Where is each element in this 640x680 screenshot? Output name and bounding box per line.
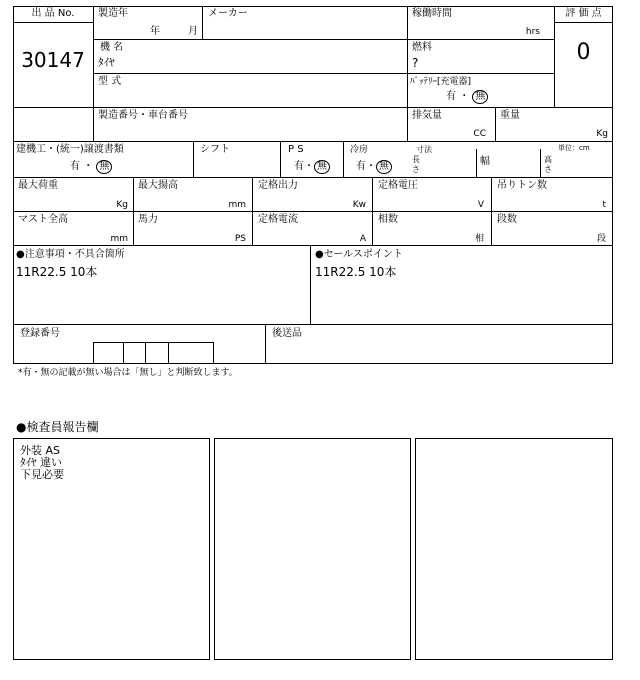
inspector-line-3: 下見必要 bbox=[20, 468, 64, 481]
notes-label: ●注意事項・不具合箇所 bbox=[16, 249, 125, 260]
displacement-unit: CC bbox=[473, 129, 486, 139]
inspector-title: ●検査員報告欄 bbox=[16, 420, 99, 434]
max-load-label: 最大荷重 bbox=[18, 180, 58, 191]
ps-dot: ・ bbox=[304, 161, 314, 172]
year-nen: 年 bbox=[150, 26, 160, 37]
rated-output-unit: Kw bbox=[352, 200, 366, 210]
displacement-label: 排気量 bbox=[412, 110, 442, 121]
sales-points-value: 11R22.5 10本 bbox=[315, 265, 397, 279]
ps-yes: 有 bbox=[294, 161, 304, 172]
transfer-doc-label: 建機工・(統一)譲渡書類 bbox=[16, 144, 124, 155]
transfer-doc-no-circled: 無 bbox=[96, 160, 112, 174]
registration-label: 登録番号 bbox=[20, 328, 60, 339]
rating-value: 0 bbox=[576, 40, 591, 65]
stages-unit: 段 bbox=[596, 234, 606, 244]
stages-label: 段数 bbox=[497, 214, 517, 225]
cooling-no-circled: 無 bbox=[376, 160, 392, 174]
rated-voltage-label: 定格電圧 bbox=[378, 180, 418, 191]
maker-label: メーカー bbox=[208, 8, 248, 19]
hours-unit: hrs bbox=[525, 27, 540, 37]
shift-label: シフト bbox=[200, 144, 230, 155]
dimensions-label: 寸法 bbox=[416, 145, 432, 154]
ps-no-circled: 無 bbox=[314, 160, 330, 174]
battery-label: ﾊﾞｯﾃﾘｰ[充電器] bbox=[410, 77, 472, 87]
rated-current-label: 定格電流 bbox=[258, 214, 298, 225]
battery-choice bbox=[446, 90, 488, 104]
phase-unit: 相 bbox=[474, 234, 484, 244]
dimensions-height: 高 さ bbox=[544, 155, 552, 174]
transfer-doc-dot: ・ bbox=[83, 161, 94, 172]
item-no-label: 出 品 No. bbox=[31, 8, 75, 19]
fuel-label: 燃料 bbox=[412, 42, 432, 53]
inspector-line-1: 外装 AS bbox=[20, 444, 61, 457]
rated-voltage-unit: V bbox=[477, 200, 484, 210]
inspector-line-2: ﾀｲﾔ 違い bbox=[20, 456, 62, 469]
cooling-choice bbox=[356, 160, 392, 174]
max-lift-unit: mm bbox=[228, 200, 246, 210]
crane-tons-unit: t bbox=[602, 200, 606, 210]
weight-unit: Kg bbox=[596, 129, 608, 139]
transfer-doc-yes: 有 bbox=[70, 161, 80, 172]
horsepower-unit: PS bbox=[234, 234, 246, 244]
dimensions-width: 幅 bbox=[480, 156, 490, 167]
mast-height-unit: mm bbox=[110, 234, 128, 244]
sales-points-label: ●セールスポイント bbox=[315, 249, 403, 260]
ps-choice bbox=[294, 160, 330, 174]
type-label: 型 式 bbox=[98, 76, 122, 87]
cooling-yes: 有 bbox=[356, 161, 366, 172]
weight-label: 重量 bbox=[500, 110, 520, 121]
cooling-label: 冷房 bbox=[350, 145, 369, 155]
dimensions-unit-note: 単位：cm bbox=[558, 144, 590, 152]
max-lift-label: 最大揚高 bbox=[138, 180, 178, 191]
rating-label: 評 価 点 bbox=[565, 8, 602, 19]
inspector-box-3 bbox=[415, 438, 613, 660]
battery-no-circled: 無 bbox=[472, 90, 488, 104]
rated-current-unit: A bbox=[359, 234, 366, 244]
rated-output-label: 定格出力 bbox=[258, 180, 298, 191]
battery-yes: 有 bbox=[446, 91, 456, 102]
footnote: *有・無の記載が無い場合は「無し」と判断致します。 bbox=[18, 368, 238, 378]
dimensions-length: 長 さ bbox=[412, 155, 420, 174]
shipping-label: 後送品 bbox=[272, 328, 302, 339]
battery-dot: ・ bbox=[459, 91, 470, 102]
notes-value: 11R22.5 10本 bbox=[16, 265, 98, 279]
mast-height-label: マスト全高 bbox=[18, 214, 68, 225]
serial-label: 製造番号・車台番号 bbox=[98, 110, 188, 121]
inspector-box-2 bbox=[214, 438, 411, 660]
model-name-value: ﾀｲﾔ bbox=[98, 56, 115, 69]
cooling-dot: ・ bbox=[366, 161, 376, 172]
year-tsuki: 月 bbox=[188, 26, 198, 37]
ps-label: P S bbox=[288, 144, 304, 155]
hours-label: 稼働時間 bbox=[412, 8, 452, 19]
year-label: 製造年 bbox=[98, 8, 128, 19]
phase-label: 相数 bbox=[378, 214, 398, 225]
inspector-box-1 bbox=[13, 438, 210, 660]
crane-tons-label: 吊りトン数 bbox=[497, 180, 547, 191]
horsepower-label: 馬力 bbox=[138, 214, 158, 225]
max-load-unit: Kg bbox=[116, 200, 128, 210]
item-no-value: 30147 bbox=[21, 48, 85, 72]
model-name-label: 機 名 bbox=[100, 42, 124, 53]
transfer-doc-choice bbox=[70, 160, 112, 174]
fuel-value: ? bbox=[412, 56, 419, 70]
